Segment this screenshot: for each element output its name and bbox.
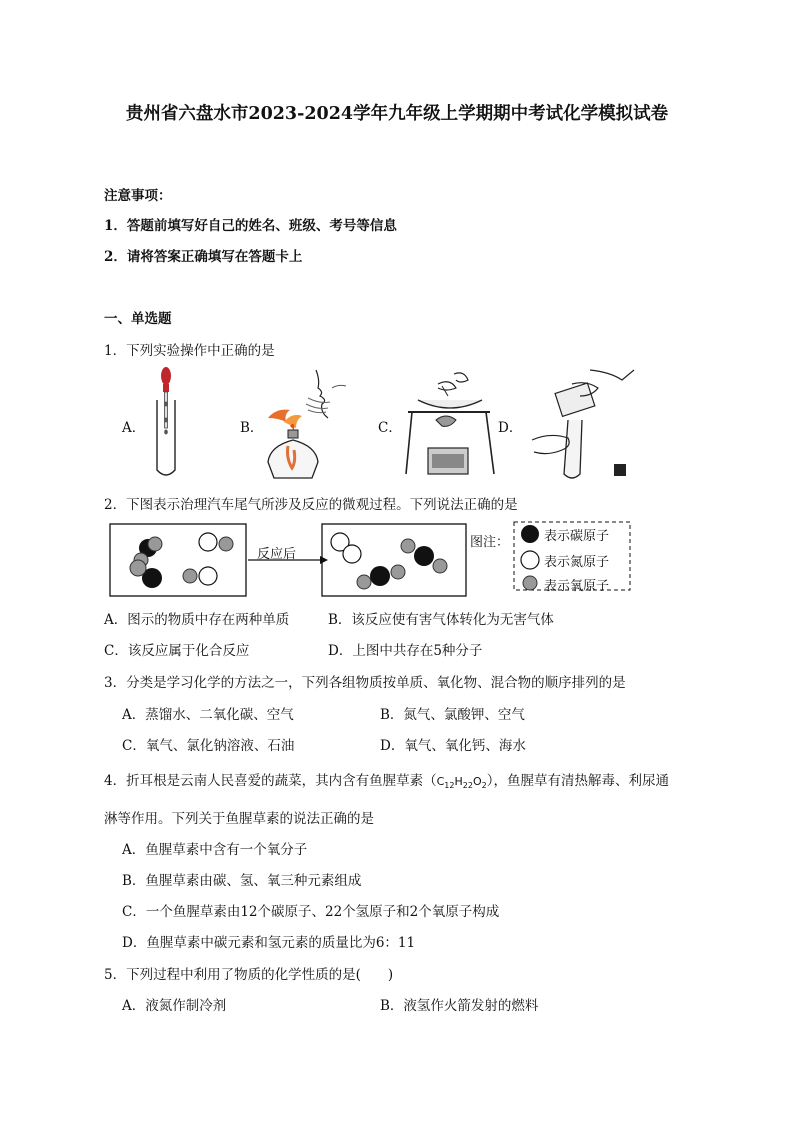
legend-carbon-label: 表示碳原子 [544, 529, 610, 544]
dropper-test-tube-illustration [148, 364, 184, 480]
q4-option-c: C．一个鱼腥草素由12个碳原子、22个氢原子和2个氧原子构成 [122, 904, 500, 920]
oxygen-atom [433, 559, 447, 573]
oxygen-atom [148, 537, 162, 551]
legend-oxygen-label: 表示氧原子 [544, 579, 610, 594]
carbon-atom [414, 546, 434, 566]
notice-item-2: 2．请将答案正确填写在答题卡上 [104, 249, 303, 265]
q2-option-c: C．该反应属于化合反应 [104, 643, 250, 659]
q4-formula: $C_{12}H_{22}O_2$ [436, 775, 487, 790]
q3-option-b: B．氮气、氯酸钾、空气 [380, 707, 525, 723]
pouring-liquid-illustration [526, 366, 638, 482]
notice-heading: 注意事项： [104, 188, 172, 204]
evaporating-dish-illustration [398, 370, 498, 478]
q3-option-d: D．氧气、氧化钙、海水 [380, 738, 526, 754]
legend-oxygen-icon [523, 576, 537, 590]
q4-stem-line2: 淋等作用。下列关于鱼腥草素的说法正确的是 [104, 811, 374, 827]
legend-title: 图注： [470, 535, 510, 550]
oxygen-atom [357, 575, 371, 589]
oxygen-atom [130, 560, 146, 576]
q5-stem: 5．下列过程中利用了物质的化学性质的是( ) [104, 967, 394, 983]
q3-option-a: A．蒸馏水、二氧化碳、空气 [122, 707, 294, 723]
q2-option-a: A．图示的物质中存在两种单质 [104, 612, 290, 628]
oxygen-atom [391, 565, 405, 579]
nitrogen-atom [199, 533, 217, 551]
alcohol-lamp-illustration [262, 366, 358, 482]
oxygen-atom [183, 569, 197, 583]
q1-label-a: A． [122, 420, 146, 436]
q2-option-d: D．上图中共存在5种分子 [328, 643, 483, 659]
legend-carbon-icon [521, 525, 539, 543]
arrow-label: 反应后 [257, 547, 297, 562]
nitrogen-atom [199, 567, 217, 585]
q4-option-d: D．鱼腥草素中碳元素和氢元素的质量比为6：11 [122, 935, 416, 951]
nitrogen-atom [343, 545, 361, 563]
page-title: 贵州省六盘水市2023-2024学年九年级上学期期中考试化学模拟试卷 [125, 104, 669, 124]
q3-stem: 3．分类是学习化学的方法之一，下列各组物质按单质、氧化物、混合物的顺序排列的是 [104, 675, 626, 691]
q4-option-a: A．鱼腥草素中含有一个氧分子 [122, 842, 308, 858]
q1-label-d: D． [498, 420, 523, 436]
q1-label-c: C． [378, 420, 402, 436]
q1-stem: 1．下列实验操作中正确的是 [104, 343, 275, 359]
oxygen-atom [401, 539, 415, 553]
oxygen-atom [219, 537, 233, 551]
notice-item-1: 1．答题前填写好自己的姓名、班级、考号等信息 [104, 218, 397, 234]
q4-stem-post: ），鱼腥草有清热解毒、利尿通 [486, 773, 669, 789]
q4-option-b: B．鱼腥草素由碳、氢、氧三种元素组成 [122, 873, 362, 889]
q3-option-c: C．氧气、氯化钠溶液、石油 [122, 738, 295, 754]
q4-stem-pre: 4．折耳根是云南人民喜爱的蔬菜，其内含有鱼腥草素（ [104, 773, 437, 789]
q2-option-b: B．该反应使有害气体转化为无害气体 [328, 612, 554, 628]
carbon-atom [370, 566, 390, 586]
legend-nitrogen-label: 表示氮原子 [544, 555, 610, 570]
q4-stem [104, 769, 669, 790]
q1-label-b: B． [240, 420, 264, 436]
q2-stem: 2．下图表示治理汽车尾气所涉及反应的微观过程。下列说法正确的是 [104, 497, 518, 513]
legend-nitrogen-icon [521, 551, 539, 569]
reactants-box [110, 524, 246, 596]
q5-option-b: B．液氢作火箭发射的燃料 [380, 998, 539, 1014]
q5-option-a: A．液氮作制冷剂 [122, 998, 227, 1014]
section-heading: 一、单选题 [104, 311, 172, 327]
